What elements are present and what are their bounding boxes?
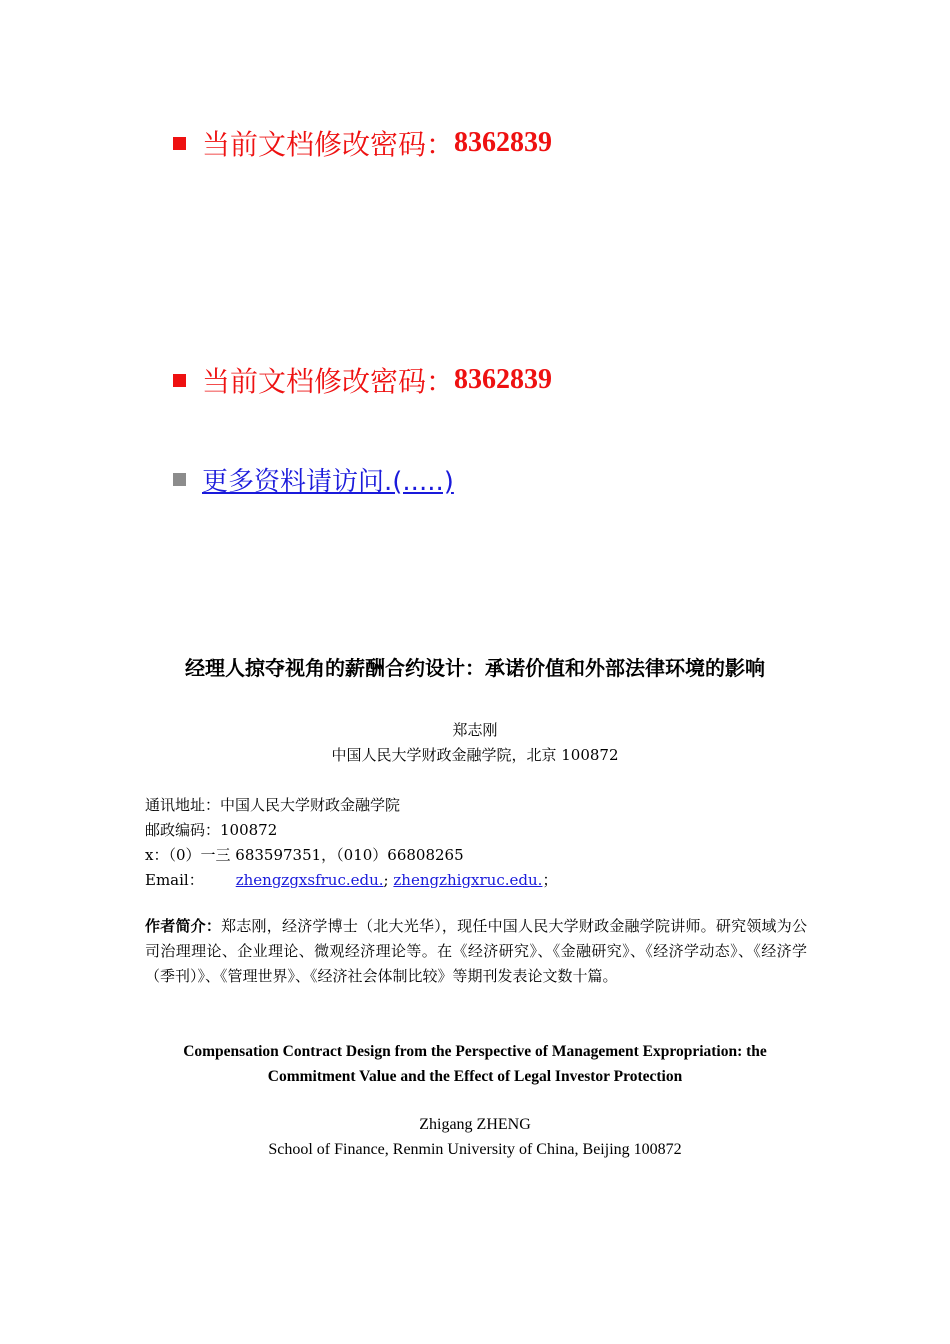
email-label: Email： [145, 871, 204, 889]
email-separator: ; [383, 871, 389, 889]
contact-phone: x：（0）一三 683597351，（010）66808265 [145, 846, 464, 864]
bio-label: 作者简介： [145, 917, 222, 935]
email-link-1[interactable]: zhengzgxsfruc.edu. [235, 871, 384, 889]
author-bio [145, 914, 807, 989]
more-info-line [173, 461, 454, 498]
red-square-bullet-icon [173, 137, 186, 150]
password-notice-1 [173, 123, 552, 163]
chinese-affiliation: 中国人民大学财政金融学院，北京 100872 [331, 746, 619, 764]
password-notice-value: 8362839 [454, 364, 553, 395]
red-square-bullet-icon [173, 374, 186, 387]
chinese-title: 经理人掠夺视角的薪酬合约设计：承诺价值和外部法律环境的影响 [185, 656, 765, 680]
password-notice-value: 8362839 [454, 127, 553, 158]
password-notice-label: 当前文档修改密码： [202, 365, 455, 398]
gray-square-bullet-icon [173, 473, 186, 486]
english-title: Compensation Contract Design from the Perspective of Management Expropriation: the Commitment Value and the Effect of Legal Investor Protection [183, 1043, 767, 1085]
contact-email [145, 869, 557, 890]
contact-address: 通讯地址：中国人民大学财政金融学院 [145, 796, 401, 814]
chinese-author: 郑志刚 [452, 721, 498, 739]
english-author: Zhigang ZHENG [419, 1116, 531, 1133]
email-link-2[interactable]: zhengzhigxruc.edu. [393, 871, 543, 889]
contact-postcode: 邮政编码：100872 [145, 821, 278, 839]
more-info-link[interactable]: 更多资料请访问.(.....) [202, 467, 454, 497]
password-notice-label: 当前文档修改密码： [202, 128, 455, 161]
password-notice-2 [173, 360, 552, 400]
bio-text: 郑志刚，经济学博士（北大光华），现任中国人民大学财政金融学院讲师。研究领域为公司治理理论、企业理论、微观经济理论等。在《经济研究》、《金融研究》、《经济学动态》、《经济学（季刊）》、《管理世界》、《经济社会体制比较》等期刊发表论文数十篇。 [145, 917, 807, 985]
email-end: ； [542, 871, 558, 889]
english-affiliation: School of Finance, Renmin University of China, Beijing 100872 [268, 1141, 682, 1158]
